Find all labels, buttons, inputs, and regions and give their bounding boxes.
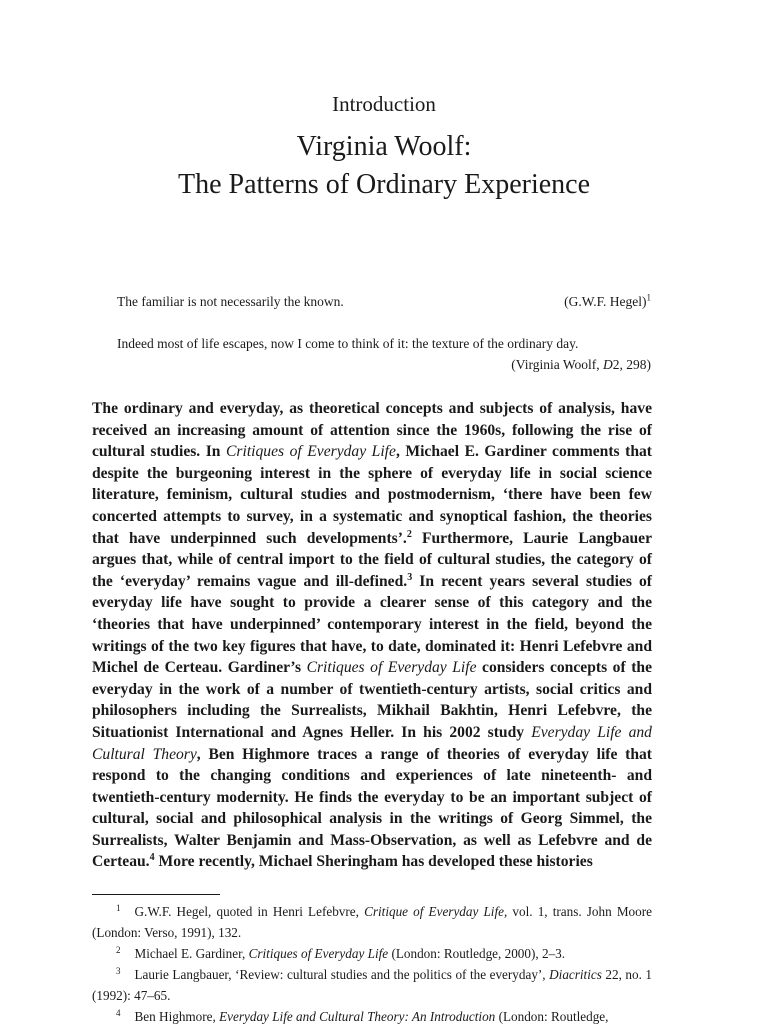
footnote-ref: 3 (407, 571, 413, 583)
footnote: $^2$ Michael E. Gardiner, Critiques of Everyday Life (London: Routledge, 2000), 2–3. (116, 944, 566, 961)
epigraph-quote: The familiar is not necessarily the known. (117, 294, 344, 309)
footnote-ref: 1 (646, 292, 651, 303)
footnote-divider (92, 894, 220, 895)
footnote-ref: 2 (406, 528, 412, 540)
epigraph-attribution: (Virginia Woolf, D2, 298) (511, 357, 651, 372)
epigraph-quote: Indeed most of life escapes, now I come to think of it: the texture of the ordinary day. (117, 336, 579, 351)
epigraph-woolf (117, 333, 651, 375)
footnote: $^4$ Ben Highmore, Everyday Life and Cultural Theory: An Introduction (London: Routledge, (116, 1007, 609, 1024)
footnote-ref: 4 (149, 852, 155, 864)
epigraph-hegel (117, 291, 651, 312)
footnote: $^3$ Laurie Langbauer, ‘Review: cultural studies and the politics of the everyday’, Diacritics 22, no. 1 (1992): 47–65. (92, 965, 652, 1003)
footnote: $^1$ G.W.F. Hegel, quoted in Henri Lefebvre, Critique of Everyday Life, vol. 1, trans. John Moore (London: Verso, 1991), 132. (92, 902, 652, 940)
epigraph-attribution: (G.W.F. Hegel)$^1$ (564, 292, 651, 309)
chapter-title-line-1: Virginia Woolf: (296, 131, 472, 162)
body-paragraph: The ordinary and everyday, as theoretical concepts and subjects of analysis, have received an increasing amount of attention since the 1960s, following the rise of cultural studies. In Critiques of Everyday Life, Michael E. Gardiner comments that despite the burgeoning interest in the sphere of everyday life in social science literature, feminism, cultural studies and postmodernism, ‘there have been few concerted attempts to survey, in a systematic and synoptical fashion, the theories that have underpinned such developments’.$^2$ Furthermore, Laurie Langbauer argues that, while of central import to the field of cultural studies, the category of the ‘everyday’ remains vague and ill-defined.$^3$ In recent years several studies of everyday life have sought to provide a clearer sense of this category and the ‘theories that have underpinned’ contemporary interest in the field, beyond the writings of the two key figures that have, to date, dominated it: Henri Lefebvre and Michel de Certeau. Gardiner’s Critiques of Everyday Life considers concepts of the everyday in the work of a number of twentieth-century artists, social critics and philosophers including the Surrealists, Mikhail Bakhtin, Henri Lefebvre, the Situationist International and Agnes Heller. In his 2002 study Everyday Life and Cultural Theory, Ben Highmore traces a range of theories of everyday life that respond to the changing conditions and experiences of late nineteenth- and twentieth-century modernity. He finds the everyday to be an important subject of cultural, social and philosophical analysis in the writings of Georg Simmel, the Surrealists, Walter Benjamin and Mass-Observation, as well as Lefebvre and de Certeau.$^4$ More recently, Michael Sheringham has developed these histories (92, 400, 653, 871)
chapter-kicker: Introduction (332, 92, 436, 116)
chapter-title-line-2: The Patterns of Ordinary Experience (177, 169, 591, 200)
footnotes (92, 901, 652, 1027)
chapter-title (0, 128, 768, 204)
